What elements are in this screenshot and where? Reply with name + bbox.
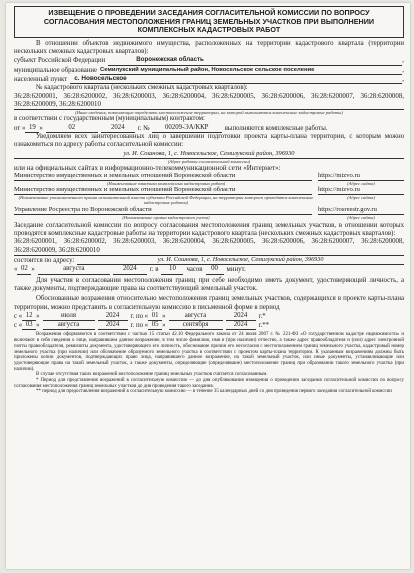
site-2-captions: [14, 195, 404, 205]
meeting-month: августа: [38, 265, 110, 274]
settlement-row: [14, 75, 404, 84]
site-2-url[interactable]: https://mizvo.ru: [318, 186, 404, 195]
intro-paragraph: В отношении объектов недвижимого имущества, расположенных на территории кадастрового квартала (территории нескольких смежных кадастровых кварталов):: [14, 39, 404, 56]
settlement-value: с. Новосельское: [74, 74, 127, 82]
site-3-url[interactable]: https://rosreestr.gov.ru: [318, 206, 404, 215]
p2-from-day: 03: [22, 321, 36, 330]
p2-to-year: 2024: [226, 321, 256, 330]
quarters-value: 36:28:6200001, 36:28:6200002, 36:28:6200003, 36:28:6200004, 36:28:6200005, 36:28:6200006, 36:28:6200007, 36:28:6200008, 36:28:6200009, 36:28:6200010: [14, 93, 404, 111]
site-3-captions: [14, 215, 404, 220]
site-block-1: [14, 172, 404, 186]
contract-date-from: от «: [14, 124, 26, 132]
subject-field: [108, 56, 402, 65]
quarters-caption: (Иные сведения, позволяющие определить местоположение территории, на которой выполняются комплексные кадастровые работы): [75, 110, 343, 116]
notice-sheet: [6, 3, 410, 569]
notice-title: ИЗВЕЩЕНИЕ О ПРОВЕДЕНИИ ЗАСЕДАНИЯ СОГЛАСИТЕЛЬНОЙ КОМИССИИ ПО ВОПРОСУ СОГЛАСОВАНИЯ МЕСТОПОЛОЖЕНИЯ ГРАНИЦ ЗЕМЕЛЬНЫХ УЧАСТКОВ ПРИ ВЫПОЛНЕНИИ КОМПЛЕКСНЫХ КАДАСТРОВЫХ РАБОТ: [14, 6, 404, 38]
subject-value: Воронежская область: [136, 56, 204, 64]
meeting-day: 02: [17, 265, 31, 274]
site-row-1: [14, 172, 404, 181]
p2-suffix: г.**: [258, 322, 270, 330]
site-1-url[interactable]: https://mizvo.ru: [318, 172, 404, 181]
municipality-row: [14, 66, 404, 75]
contract-month: 02: [46, 124, 98, 133]
settlement-field: [70, 75, 402, 84]
p2-to-day: 05: [148, 321, 162, 330]
site-row-2: [14, 186, 404, 195]
meeting-minutes: 00: [206, 265, 224, 274]
settlement-comma: ,: [402, 75, 404, 83]
p1-to-day: 01: [148, 312, 162, 321]
period-2-row: с « 03 » августа 2024 г. по « 05 » сентября 2024 г.**: [14, 321, 270, 330]
footnote-1: * Период для представления возражений в согласительную комиссию — до дня опубликования извещения о проведении заседания согласительной комиссии по вопросу согласования местоположения границ земельных участков до дня проведения такого заседания.: [14, 378, 404, 389]
contract-day: 19: [25, 124, 39, 133]
p1-to-year: 2024: [226, 312, 256, 321]
meeting-date-close: »: [31, 266, 35, 274]
settlement-label: населенный пункт: [14, 75, 68, 83]
site-3-caption-right: (Адрес сайта): [347, 214, 375, 220]
p2-from-year: 2024: [98, 321, 128, 330]
meeting-address-row: [14, 256, 404, 265]
site-1-name: Министерство имущественных и земельных отношений Воронежской области: [14, 172, 312, 181]
meeting-text-2: состоится по адресу:: [14, 257, 75, 265]
subject-label: субъект Российской Федерации: [14, 57, 106, 65]
p1-suffix: г.*: [258, 312, 266, 320]
site-3-caption-left: (Наименование органа кадастрового учета): [122, 214, 210, 220]
meeting-hours-label: часов: [186, 266, 203, 274]
p2-from-month: августа: [43, 321, 95, 330]
contract-suffix: выполняются комплексные работы.: [224, 124, 328, 132]
municipality-field: [100, 66, 402, 75]
commission-address-caption: (Адрес работы согласительной комиссии): [167, 158, 251, 164]
contract-quote: »: [39, 124, 43, 132]
legal-text: Возражения оформляются в соответствии с частью 15 статьи 42.10 Федерального закона от 24 июля 2007 г. № 221-ФЗ «О государственном кадастре недвижимости» и включают в себя сведения о лице, направившем данное возражение, в том числе фамилию, имя и (при наличии) отчество, а также адрес правообладателя и (или) адрес электронной почты правообладателя, реквизиты документа, удостоверяющего его личность, обоснование причин его несогласия с местоположением границ земельного участка, кадастровый номер земельного участка (при наличии) или обозначение образуемого земельного участка в соответствии с проектом карты-плана территории. К указанным возражениям должны быть приложены копии документов, подтверждающих право лица, направившего данное возражение, на такой земельный участок, или иные документы, устанавливающие или удостоверяющие права на такой земельный участок, а также документы, определяющие (определявшие) местоположение границ при образовании такого земельного участка (при наличии).: [14, 332, 404, 372]
meeting-quarters: 36:28:6200001, 36:28:6200002, 36:28:6200003, 36:28:6200004, 36:28:6200005, 36:28:6200006, 36:28:6200007, 36:28:6200008, 36:28:6200009, 36:28:6200010: [14, 238, 404, 256]
p1-from-day: 12: [22, 312, 36, 321]
meeting-text: Заседание согласительной комиссии по вопросу согласования местоположения границ земельных участков, в отношении которых проводятся комплексные кадастровые работы на территории кадастрового квартала (нескольких смежных кадастровых кварталов):: [14, 221, 404, 238]
contract-row: [14, 124, 404, 133]
contract-year: 2024: [101, 124, 135, 133]
p1-to-month: августа: [169, 312, 223, 321]
site-row-3: [14, 206, 404, 215]
notice-text: Уведомляем всех заинтересованных лиц о завершении подготовки проекта карты-плана территории, с которым можно ознакомиться по адресу работы согласительной комиссии:: [14, 132, 404, 149]
site-2-name: Министерство имущественных и земельных отношений Воронежской области: [14, 186, 312, 195]
contract-number: 00209-ЭА/ККР: [152, 124, 222, 133]
meeting-g: г. в: [149, 266, 159, 274]
meeting-year: 2024: [113, 265, 147, 274]
site-block-2: [14, 186, 404, 205]
municipality-label: муниципальное образование: [14, 66, 98, 74]
site-block-3: [14, 206, 404, 220]
municipality-value: Семилукский муниципальный район, Новосельское сельское поселение: [100, 66, 315, 73]
p1-from-month: июля: [43, 312, 95, 321]
site-1-caption-right: (Адрес сайта): [347, 181, 375, 187]
subject-row: [14, 56, 404, 65]
footnote-2: ** период для предоставления возражений в согласительную комиссию — в течение 35 календарных дней со дня проведения первого заседания согласительной комиссии: [36, 389, 392, 395]
objections-text: Обоснованные возражения относительно местоположения границ земельных участков, содержащихся в проекте карты-плана территории, можно представить в согласительную комиссию в письменной форме в период: [14, 295, 404, 311]
meeting-address-field: [77, 256, 404, 265]
period-1-row: с « 12 » июля 2024 г. по « 01 » августа 2024 г.*: [14, 311, 266, 320]
meeting-date-row: [14, 265, 404, 274]
commission-address: ул. И. Сошнова, 1, с. Новосельское, Семилукский район, 396930: [14, 150, 404, 159]
site-3-name: Управление Росреестра по Воронежской области: [14, 206, 312, 215]
site-2-caption-right: (Адрес сайта): [347, 195, 375, 201]
or-sites-text: или на официальных сайтах в информационно-телекоммуникационной сети «Интернет»:: [14, 163, 281, 172]
municipality-comma: ,: [402, 66, 404, 74]
meeting-date-open: «: [14, 266, 18, 274]
no-objection-text: В случае отсутствия таких возражений местоположение границ земельных участков считается согласованным.: [36, 372, 268, 378]
contract-g: г. №: [137, 124, 150, 132]
quarters-label: № кадастрового квартала (нескольких смежных кадастровых кварталов):: [36, 84, 248, 92]
site-1-caption-left: (Наименование заказчика комплексных кадастровых работ): [106, 181, 226, 187]
meeting-address: ул. И. Сошнова, 1, с. Новосельское, Семилукский район, 396930: [157, 256, 324, 264]
contract-prefix: в соответствии с государственным (муниципальным) контрактом:: [14, 115, 205, 123]
meeting-minutes-label: минут.: [226, 266, 246, 274]
meeting-hour: 10: [161, 265, 183, 274]
subject-comma: ,: [402, 57, 404, 65]
p2-to-month: сентября: [169, 321, 223, 330]
site-2-caption-left: (Наименование уполномоченного органа исполнительной власти субъекта Российской Федерации, на территории которого проводятся комплексные кадастровые работы): [18, 195, 314, 206]
participation-text: Для участия в согласовании местоположения границ при себе необходимо иметь документ, удостоверяющий личность, а также документы, подтверждающие права на соответствующий земельный участок.: [14, 276, 404, 292]
p1-from-year: 2024: [98, 312, 128, 321]
